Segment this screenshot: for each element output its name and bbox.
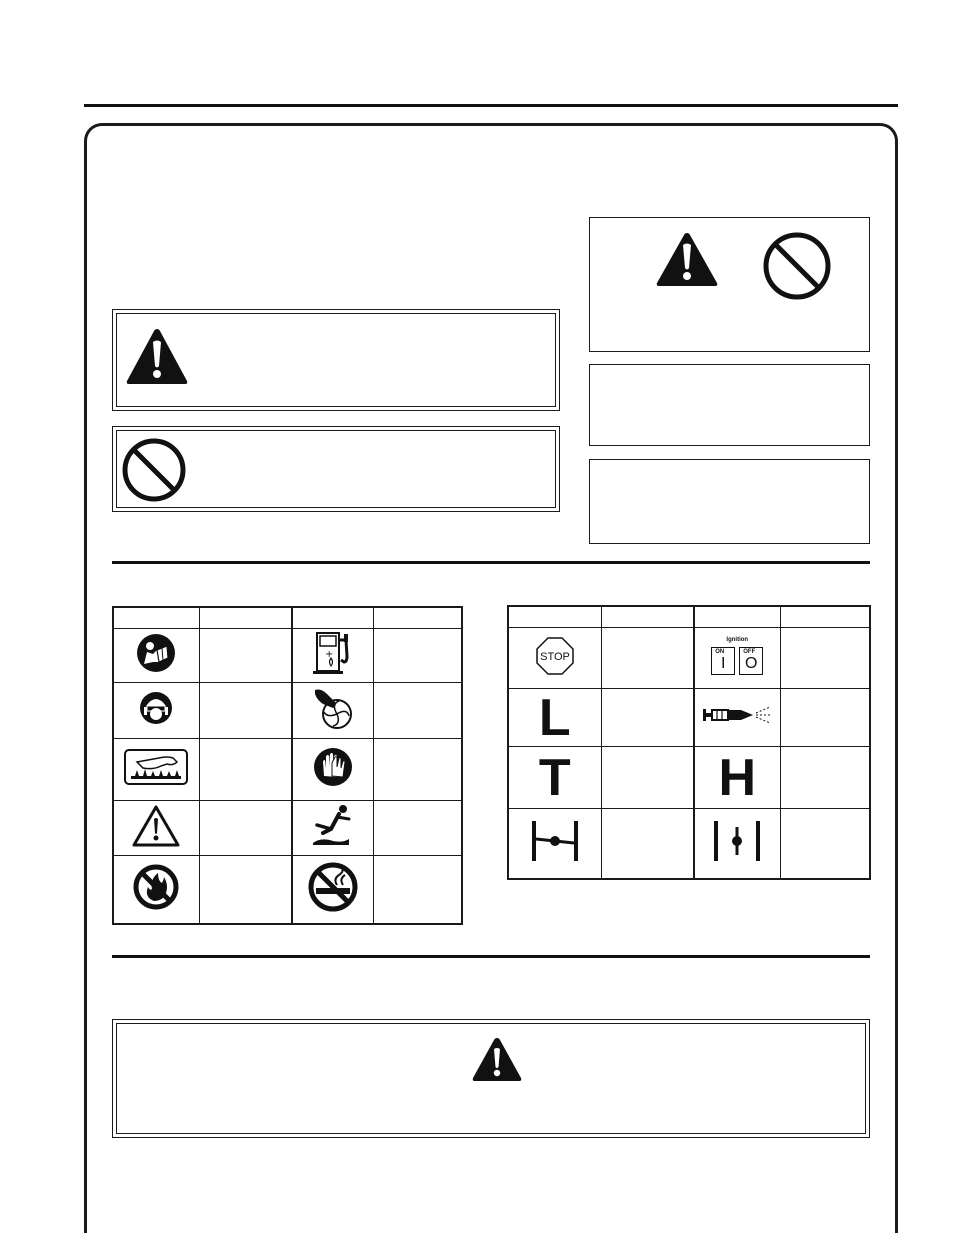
svg-text:+: + <box>324 649 334 660</box>
table-row <box>113 801 462 856</box>
symbol-legend-box <box>589 217 870 352</box>
warning-triangle-icon <box>471 1036 523 1082</box>
no-smoking-icon <box>307 861 359 913</box>
warning-triangle-icon <box>655 230 719 288</box>
choke-closed-icon <box>528 819 582 863</box>
letter-h-icon: H <box>718 748 757 807</box>
table-row <box>508 628 870 689</box>
header-rule <box>84 104 898 107</box>
hand-fan-hazard-icon <box>311 686 355 730</box>
letter-t-icon: T <box>538 748 571 807</box>
table-row <box>113 856 462 924</box>
ignition-switch-icon <box>707 637 767 679</box>
slip-fall-icon <box>309 803 357 849</box>
ignition-off-symbol: O <box>745 655 758 672</box>
table-header-row <box>508 606 870 628</box>
table-row <box>113 739 462 801</box>
refuel-icon <box>311 630 355 676</box>
symbol-table-left <box>112 606 463 925</box>
section-rule-2 <box>112 955 870 958</box>
table-row <box>508 689 870 747</box>
choke-open-icon <box>710 819 764 863</box>
no-open-flame-icon <box>132 863 180 911</box>
primer-spray-icon <box>701 704 773 726</box>
warning-notice-box <box>112 1019 870 1138</box>
warning-definition-box <box>112 309 560 411</box>
prohibition-circle-icon <box>121 437 187 503</box>
ignition-off-label: OFF <box>743 649 756 655</box>
table-row <box>508 747 870 809</box>
ignition-title: Ignition <box>726 637 749 643</box>
prohibition-definition-box <box>112 426 560 512</box>
prohibition-circle-icon <box>762 231 832 301</box>
ignition-on-symbol: I <box>721 655 726 672</box>
stop-icon <box>535 636 575 676</box>
eye-ear-protection-icon <box>139 690 173 726</box>
ignition-on-label: ON <box>715 649 725 655</box>
gloves-icon <box>312 746 354 788</box>
hot-surface-hand-icon <box>123 748 189 786</box>
stop-label: STOP <box>539 650 570 663</box>
safety-alert-icon <box>131 804 181 848</box>
warning-triangle-icon <box>125 326 189 386</box>
table-row <box>113 683 462 739</box>
table-row <box>113 629 462 683</box>
note-box-1 <box>589 364 870 446</box>
symbol-table-right <box>507 605 871 880</box>
table-row <box>508 809 870 879</box>
table-header-row <box>113 607 462 629</box>
read-manual-icon <box>135 632 177 674</box>
note-box-2 <box>589 459 870 544</box>
section-rule-1 <box>112 561 870 564</box>
letter-l-icon: L <box>538 688 571 747</box>
